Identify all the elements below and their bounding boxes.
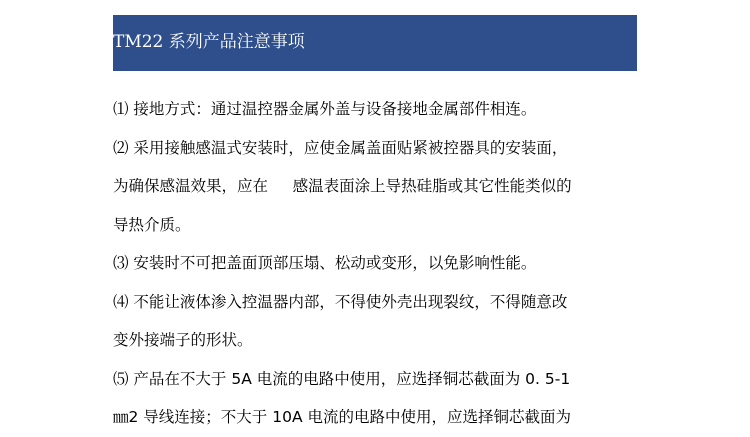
title-banner [113,15,637,71]
note-item-2-line-2: 为确保感温效果，应在 感温表面涂上导热硅脂或其它性能类似的 [113,177,572,195]
note-item-3-line-1: ⑶ 安装时不可把盖面顶部压塌、松动或变形，以免影响性能。 [113,254,537,272]
note-item-2-line-1: ⑵ 采用接触感温式安装时，应使金属盖面贴紧被控器具的安装面， [113,138,568,157]
note-item-1-line-1: ⑴ 接地方式：通过温控器金属外盖与设备接地金属部件相连。 [113,100,537,118]
note-item-4-line-2: 变外接端子的形状。 [113,331,253,349]
note-item-2-line-3: 导热介质。 [113,215,191,234]
note-item-5-line-2: ㎜2 导线连接；不大于 10A 电流的电路中使用，应选择铜芯截面为 [113,408,571,426]
note-item-5-line-1: ⑸ 产品在不大于 5A 电流的电路中使用，应选择铜芯截面为 0. 5-1 [113,369,571,388]
note-item-4-line-1: ⑷ 不能让液体渗入控温器内部，不得使外壳出现裂纹，不得随意改 [113,292,568,311]
page-title: TM22 系列产品注意事项 [113,32,305,52]
notes-body [113,90,643,437]
